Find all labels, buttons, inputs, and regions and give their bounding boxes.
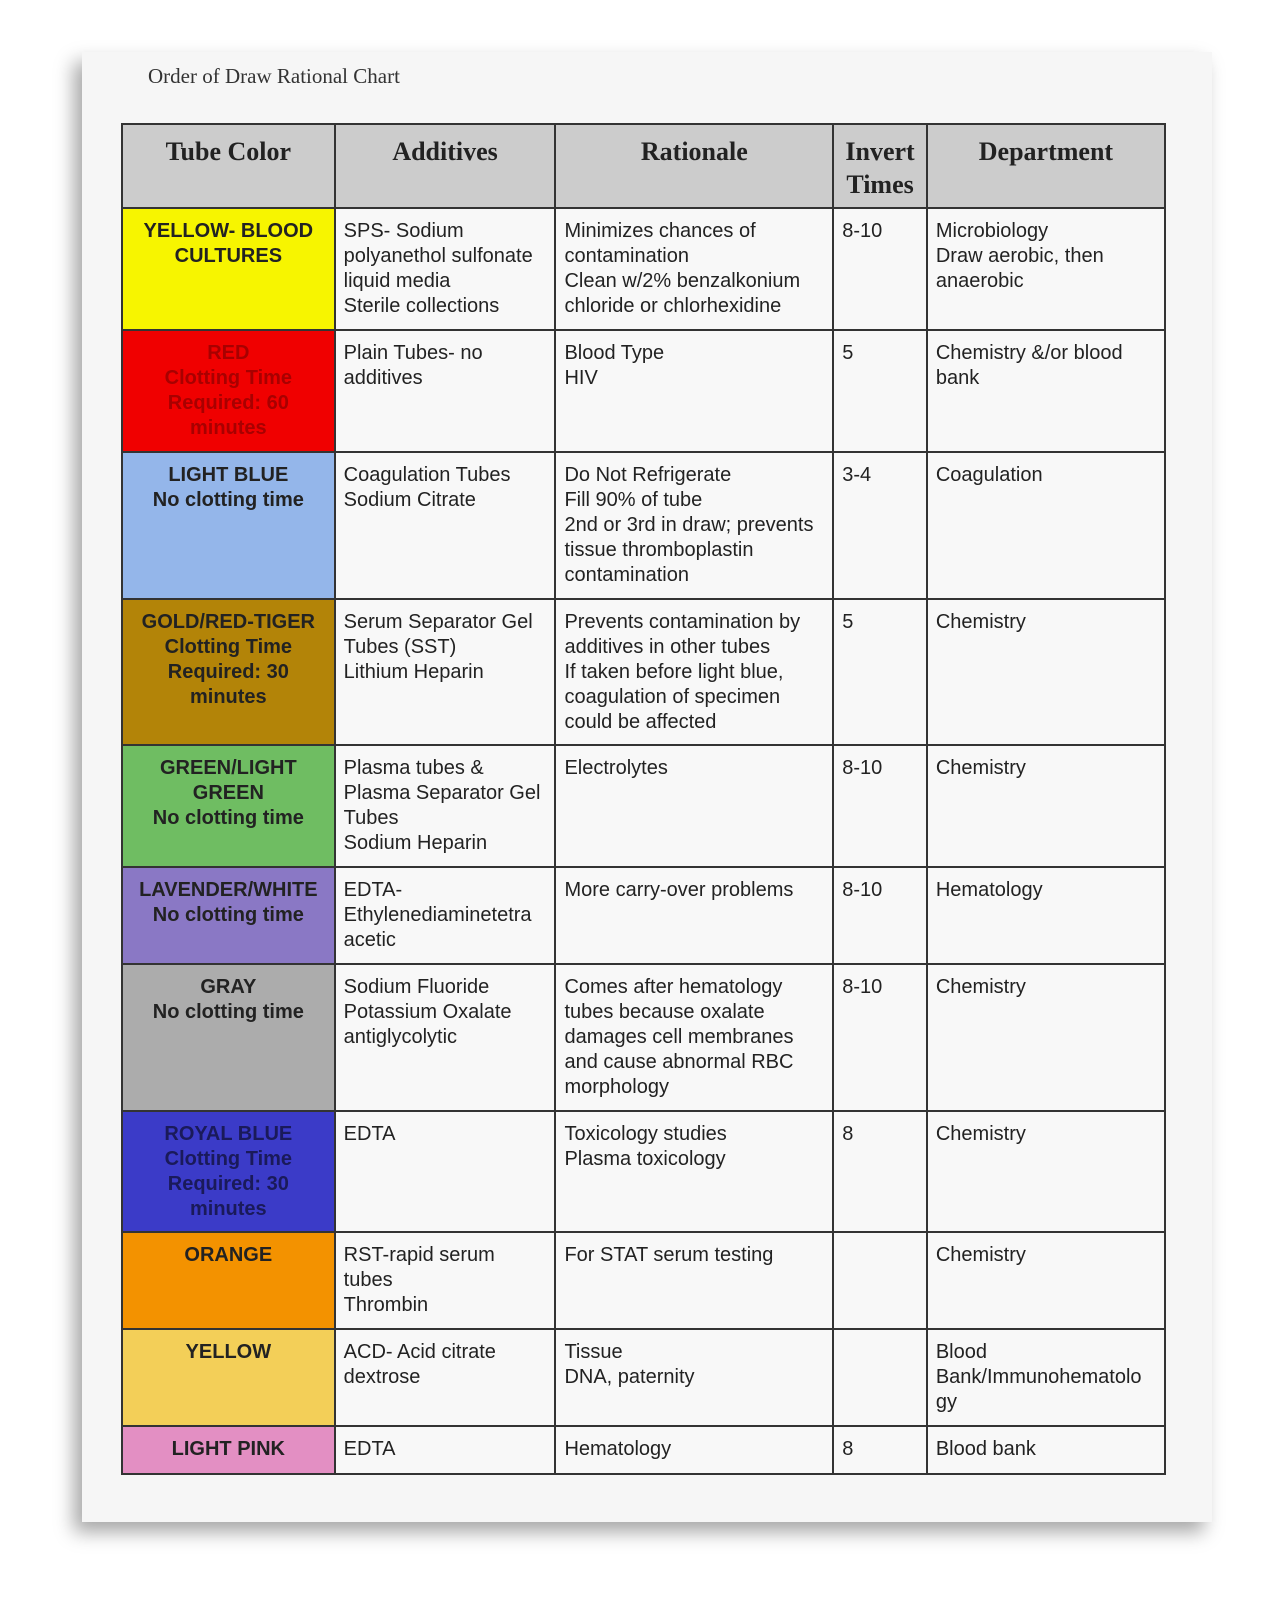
rationale-text: Electrolytes xyxy=(564,757,668,779)
department-text: Chemistry &/or blood bank xyxy=(935,342,1123,389)
table-row xyxy=(122,867,1165,964)
department-cell xyxy=(927,452,1165,599)
table-row xyxy=(122,599,1165,745)
department-cell xyxy=(927,867,1165,964)
invert-times-text: 8-10 xyxy=(842,757,883,779)
rationale-text: For STAT serum testing xyxy=(564,1244,774,1266)
rationale-text: Blood Type HIV xyxy=(564,342,665,389)
table-body xyxy=(122,208,1165,1474)
additives-text: Plain Tubes- no additives xyxy=(343,342,483,389)
additives-text: Serum Separator Gel Tubes (SST) Lithium Heparin xyxy=(343,611,533,683)
rationale-text: Comes after hematology tubes because oxalate damages cell membranes and cause abnormal RBC morphology xyxy=(564,976,794,1098)
additives-text: ACD- Acid citrate dextrose xyxy=(343,1341,496,1388)
tube-color-cell xyxy=(122,208,335,330)
invert-times-cell xyxy=(833,867,927,964)
tube-color-label: YELLOW- BLOOD CULTURES xyxy=(143,220,314,267)
invert-times-cell xyxy=(833,1426,927,1474)
invert-times-text: 3-4 xyxy=(842,464,872,486)
tube-color-cell xyxy=(122,452,335,599)
department-cell xyxy=(927,1232,1165,1329)
invert-times-text: 8-10 xyxy=(842,879,883,901)
rationale-cell xyxy=(555,208,833,330)
department-cell xyxy=(927,964,1165,1111)
header-additives: Additives xyxy=(335,124,556,208)
order-of-draw-table xyxy=(121,123,1166,1475)
department-cell xyxy=(927,1111,1165,1232)
additives-cell xyxy=(335,1111,556,1232)
department-text: Chemistry xyxy=(935,1123,1026,1145)
rationale-text: Toxicology studies Plasma toxicology xyxy=(564,1123,727,1170)
additives-cell xyxy=(335,964,556,1111)
invert-times-text: 8-10 xyxy=(842,220,883,242)
tube-color-cell xyxy=(122,1111,335,1232)
rationale-text: Minimizes chances of contamination Clean w/2% benzalkonium chloride or chlorhexidine xyxy=(564,220,801,317)
rationale-cell xyxy=(555,330,833,452)
additives-text: Sodium Fluoride Potassium Oxalate antiglycolytic xyxy=(343,976,512,1048)
invert-times-cell xyxy=(833,599,927,745)
tube-color-label: ROYAL BLUE Clotting Time Required: 30 minutes xyxy=(164,1123,293,1220)
additives-cell xyxy=(335,599,556,745)
department-cell xyxy=(927,1329,1165,1426)
additives-cell xyxy=(335,1232,556,1329)
tube-color-label: RED Clotting Time Required: 60 minutes xyxy=(164,342,293,439)
header-invert-times: Invert Times xyxy=(833,124,927,208)
department-cell xyxy=(927,599,1165,745)
department-text: Blood bank xyxy=(935,1438,1036,1460)
table-row xyxy=(122,1232,1165,1329)
invert-times-cell xyxy=(833,1232,927,1329)
additives-text: Plasma tubes & Plasma Separator Gel Tubes Sodium Heparin xyxy=(343,757,541,854)
invert-times-cell xyxy=(833,1329,927,1426)
invert-times-cell xyxy=(833,208,927,330)
additives-cell xyxy=(335,452,556,599)
header-row xyxy=(122,124,1165,208)
table-row xyxy=(122,1329,1165,1426)
table-row xyxy=(122,964,1165,1111)
department-text: Microbiology Draw aerobic, then anaerobic xyxy=(935,220,1104,292)
tube-color-label: YELLOW xyxy=(185,1341,272,1363)
department-cell xyxy=(927,208,1165,330)
additives-cell xyxy=(335,330,556,452)
additives-cell xyxy=(335,867,556,964)
rationale-text: Do Not Refrigerate Fill 90% of tube 2nd or 3rd in draw; prevents tissue thromboplastin contamination xyxy=(564,464,814,586)
invert-times-text: 8 xyxy=(842,1438,854,1460)
table-row xyxy=(122,1111,1165,1232)
rationale-cell xyxy=(555,1232,833,1329)
tube-color-label: LIGHT PINK xyxy=(171,1438,285,1460)
table-row xyxy=(122,1426,1165,1474)
invert-times-cell xyxy=(833,1111,927,1232)
table-row xyxy=(122,745,1165,867)
department-cell xyxy=(927,1426,1165,1474)
tube-color-cell xyxy=(122,1426,335,1474)
additives-text: EDTA xyxy=(343,1438,396,1460)
header-rationale: Rationale xyxy=(555,124,833,208)
tube-color-cell xyxy=(122,330,335,452)
invert-times-cell xyxy=(833,745,927,867)
tube-color-label: GRAY No clotting time xyxy=(152,976,304,1023)
tube-color-label: GREEN/LIGHT GREEN No clotting time xyxy=(152,757,304,829)
tube-color-label: ORANGE xyxy=(184,1244,273,1266)
additives-cell xyxy=(335,1426,556,1474)
table-row xyxy=(122,330,1165,452)
department-text: Chemistry xyxy=(935,611,1026,633)
tube-color-cell xyxy=(122,1329,335,1426)
rationale-cell xyxy=(555,745,833,867)
rationale-cell xyxy=(555,599,833,745)
additives-text: SPS- Sodium polyanethol sulfonate liquid media Sterile collections xyxy=(343,220,533,317)
invert-times-text: 5 xyxy=(842,611,854,633)
table-row xyxy=(122,452,1165,599)
tube-color-cell xyxy=(122,745,335,867)
invert-times-cell xyxy=(833,452,927,599)
department-cell xyxy=(927,330,1165,452)
page-title: Order of Draw Rational Chart xyxy=(148,64,400,88)
invert-times-cell xyxy=(833,330,927,452)
header-tube-color: Tube Color xyxy=(122,124,335,208)
department-text: Coagulation xyxy=(935,464,1043,486)
tube-color-cell xyxy=(122,964,335,1111)
department-text: Blood Bank/Immunohematolo gy xyxy=(935,1341,1142,1413)
tube-color-cell xyxy=(122,867,335,964)
department-text: Hematology xyxy=(935,879,1043,901)
additives-text: EDTA- Ethylenediaminetetra acetic xyxy=(343,879,532,951)
department-cell xyxy=(927,745,1165,867)
rationale-cell xyxy=(555,1426,833,1474)
additives-text: RST-rapid serum tubes Thrombin xyxy=(343,1244,495,1316)
additives-cell xyxy=(335,1329,556,1426)
rationale-text: Tissue DNA, paternity xyxy=(564,1341,695,1388)
tube-color-label: GOLD/RED-TIGER Clotting Time Required: 30 minutes xyxy=(141,611,315,708)
rationale-text: Hematology xyxy=(564,1438,672,1460)
rationale-cell xyxy=(555,452,833,599)
invert-times-text: 5 xyxy=(842,342,854,364)
rationale-text: More carry-over problems xyxy=(564,879,794,901)
invert-times-text: 8 xyxy=(842,1123,854,1145)
department-text: Chemistry xyxy=(935,976,1026,998)
rationale-cell xyxy=(555,867,833,964)
invert-times-cell xyxy=(833,964,927,1111)
department-text: Chemistry xyxy=(935,757,1026,779)
invert-times-text: 8-10 xyxy=(842,976,883,998)
additives-text: EDTA xyxy=(343,1123,396,1145)
tube-color-cell xyxy=(122,1232,335,1329)
rationale-cell xyxy=(555,964,833,1111)
rationale-cell xyxy=(555,1329,833,1426)
tube-color-cell xyxy=(122,599,335,745)
rationale-text: Prevents contamination by additives in other tubes If taken before light blue, coagulation of specimen could be affected xyxy=(564,611,801,733)
additives-cell xyxy=(335,745,556,867)
tube-color-label: LIGHT BLUE No clotting time xyxy=(152,464,304,511)
table-row xyxy=(122,208,1165,330)
department-text: Chemistry xyxy=(935,1244,1026,1266)
additives-cell xyxy=(335,208,556,330)
additives-text: Coagulation Tubes Sodium Citrate xyxy=(343,464,511,511)
tube-color-label: LAVENDER/WHITE No clotting time xyxy=(139,879,318,926)
rationale-cell xyxy=(555,1111,833,1232)
header-department: Department xyxy=(927,124,1165,208)
